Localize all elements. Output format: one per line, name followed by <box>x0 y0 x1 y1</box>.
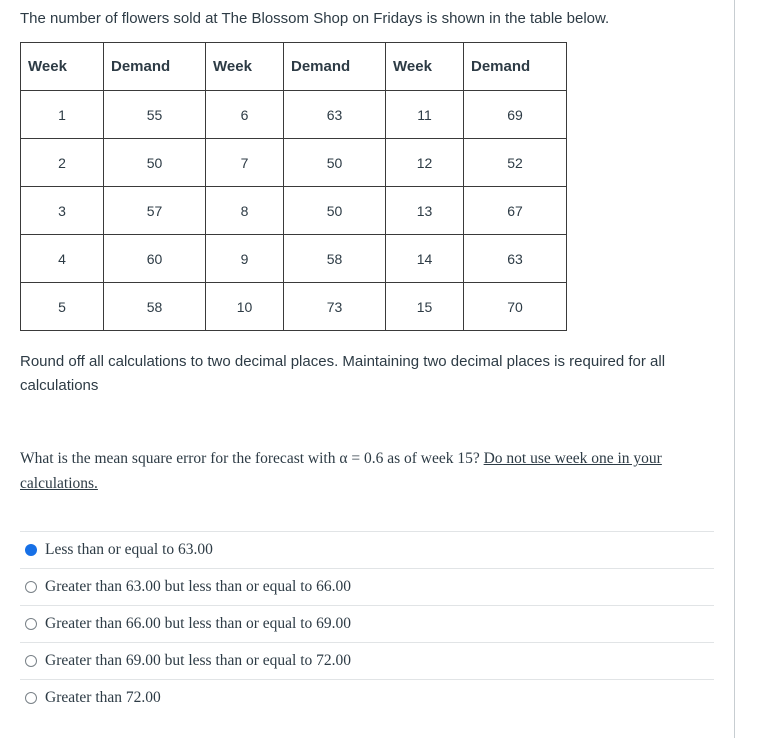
radio-button[interactable] <box>25 655 37 667</box>
answer-option[interactable] <box>20 642 714 679</box>
table-row <box>21 139 567 187</box>
table-cell: 8 <box>206 187 284 235</box>
table-cell: 63 <box>284 91 386 139</box>
table-cell: 50 <box>284 187 386 235</box>
answer-option[interactable] <box>20 568 714 605</box>
table-header-row <box>21 43 567 91</box>
table-cell: 12 <box>386 139 464 187</box>
header-demand-3: Demand <box>464 43 567 91</box>
answer-label[interactable]: Greater than 69.00 but less than or equal to 72.00 <box>45 652 352 669</box>
table-cell: 4 <box>21 235 104 283</box>
table-cell: 60 <box>104 235 206 283</box>
table-cell: 58 <box>104 283 206 331</box>
table-cell: 7 <box>206 139 284 187</box>
answer-option[interactable] <box>20 605 714 642</box>
question-text <box>20 446 710 496</box>
table-cell: 13 <box>386 187 464 235</box>
table-cell: 3 <box>21 187 104 235</box>
question-emphasis: Do not use week one in your calculations. <box>20 450 662 492</box>
intro-text: The number of flowers sold at The Blossom Shop on Fridays is shown in the table below. <box>20 10 610 27</box>
table-cell: 1 <box>21 91 104 139</box>
answer-option[interactable] <box>20 679 714 716</box>
table-cell: 6 <box>206 91 284 139</box>
table-row <box>21 91 567 139</box>
table-cell: 11 <box>386 91 464 139</box>
table-cell: 2 <box>21 139 104 187</box>
answer-label[interactable]: Less than or equal to 63.00 <box>45 541 213 558</box>
table-cell: 73 <box>284 283 386 331</box>
content-right-border <box>734 0 735 738</box>
table-cell: 5 <box>21 283 104 331</box>
table-cell: 50 <box>284 139 386 187</box>
table-cell: 57 <box>104 187 206 235</box>
header-week-3: Week <box>386 43 464 91</box>
table-cell: 15 <box>386 283 464 331</box>
table-cell: 14 <box>386 235 464 283</box>
table-cell: 52 <box>464 139 567 187</box>
header-demand-2: Demand <box>284 43 386 91</box>
table-cell: 10 <box>206 283 284 331</box>
answer-list <box>20 531 714 716</box>
header-week-1: Week <box>21 43 104 91</box>
radio-button[interactable] <box>25 581 37 593</box>
radio-button[interactable] <box>25 544 37 556</box>
table-row <box>21 187 567 235</box>
table-row <box>21 283 567 331</box>
question-main-text: What is the mean square error for the forecast with α = 0.6 as of week 15? <box>20 450 484 467</box>
radio-button[interactable] <box>25 618 37 630</box>
table-cell: 63 <box>464 235 567 283</box>
table-cell: 70 <box>464 283 567 331</box>
table-row <box>21 235 567 283</box>
table-cell: 9 <box>206 235 284 283</box>
rounding-instructions: Round off all calculations to two decimal places. Maintaining two decimal places is required for all calculations <box>20 353 666 394</box>
table-cell: 50 <box>104 139 206 187</box>
answer-label[interactable]: Greater than 72.00 <box>45 689 161 706</box>
answer-label[interactable]: Greater than 63.00 but less than or equal to 66.00 <box>45 578 352 595</box>
table-cell: 67 <box>464 187 567 235</box>
header-demand-1: Demand <box>104 43 206 91</box>
table-cell: 69 <box>464 91 567 139</box>
demand-table <box>20 42 567 331</box>
table-cell: 55 <box>104 91 206 139</box>
answer-label[interactable]: Greater than 66.00 but less than or equal to 69.00 <box>45 615 352 632</box>
answer-option[interactable] <box>20 531 714 568</box>
header-week-2: Week <box>206 43 284 91</box>
radio-button[interactable] <box>25 692 37 704</box>
table-cell: 58 <box>284 235 386 283</box>
